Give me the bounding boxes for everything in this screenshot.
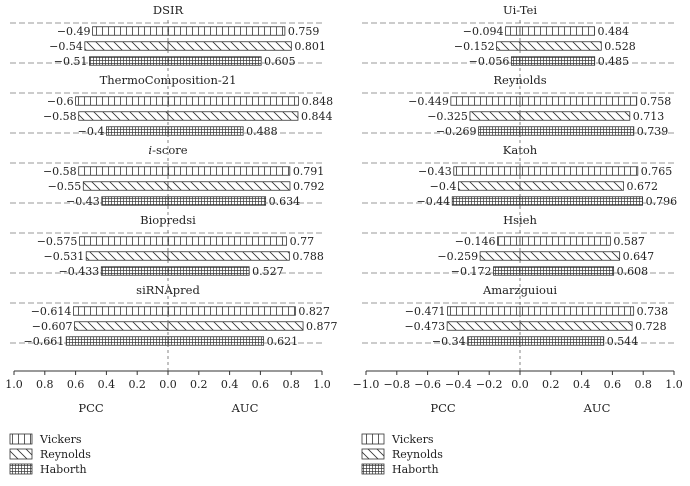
data-label-pcc: −0.269 bbox=[435, 125, 477, 138]
group-title: Katoh bbox=[502, 143, 538, 157]
x-tick-label: 1.0 bbox=[5, 378, 23, 391]
bar-auc-haborth bbox=[520, 57, 595, 66]
bar-pcc-vickers bbox=[454, 167, 520, 176]
data-label-auc: 0.672 bbox=[626, 180, 658, 193]
group-title: Biopredsi bbox=[140, 213, 196, 227]
bar-pcc-haborth bbox=[452, 197, 520, 206]
data-label-pcc: −0.51 bbox=[53, 55, 88, 68]
bar-auc-reynolds bbox=[520, 252, 620, 261]
group-title: Amarzguioui bbox=[482, 283, 558, 297]
legend-label-haborth: Haborth bbox=[392, 463, 439, 476]
data-label-auc: 0.484 bbox=[597, 25, 630, 38]
data-label-pcc: −0.473 bbox=[404, 320, 446, 333]
bar-pcc-vickers bbox=[447, 307, 520, 316]
bar-pcc-reynolds bbox=[79, 112, 168, 121]
bar-pcc-reynolds bbox=[83, 182, 168, 191]
x-tick-label: 0.4 bbox=[572, 378, 591, 391]
bar-auc-haborth bbox=[168, 57, 261, 66]
data-label-auc: 0.621 bbox=[266, 335, 299, 348]
bar-auc-vickers bbox=[520, 27, 595, 36]
data-label-pcc: −0.4 bbox=[429, 180, 457, 193]
data-label-pcc: −0.146 bbox=[454, 235, 496, 248]
legend-label-vickers: Vickers bbox=[392, 433, 434, 446]
data-label-auc: 0.647 bbox=[622, 250, 655, 263]
bar-auc-vickers bbox=[168, 307, 295, 316]
bar-pcc-haborth bbox=[89, 57, 168, 66]
data-label-pcc: −0.325 bbox=[427, 110, 468, 123]
bar-pcc-vickers bbox=[79, 167, 168, 176]
x-tick-label: 0.2 bbox=[542, 378, 560, 391]
bar-pcc-haborth bbox=[511, 57, 520, 66]
bar-auc-vickers bbox=[168, 97, 299, 106]
data-label-auc: 0.634 bbox=[268, 195, 301, 208]
legend-swatch-reynolds bbox=[362, 449, 384, 459]
bar-auc-vickers bbox=[168, 27, 285, 36]
bar-auc-vickers bbox=[520, 167, 638, 176]
data-label-pcc: −0.172 bbox=[450, 265, 492, 278]
x-tick-label: 0.0 bbox=[511, 378, 529, 391]
data-label-auc: 0.544 bbox=[606, 335, 639, 348]
bar-pcc-reynolds bbox=[75, 322, 168, 331]
bar-auc-reynolds bbox=[168, 42, 291, 51]
bar-pcc-haborth bbox=[494, 267, 520, 276]
bar-auc-vickers bbox=[168, 167, 290, 176]
bar-auc-haborth bbox=[520, 197, 643, 206]
bar-auc-vickers bbox=[520, 307, 634, 316]
data-label-pcc: −0.58 bbox=[42, 165, 77, 178]
x-tick-label: 1.0 bbox=[313, 378, 331, 391]
bar-auc-reynolds bbox=[168, 112, 298, 121]
x-axis-label-pcc: PCC bbox=[78, 401, 104, 415]
data-label-auc: 0.801 bbox=[294, 40, 326, 53]
data-label-auc: 0.796 bbox=[645, 195, 678, 208]
bar-pcc-reynolds bbox=[458, 182, 520, 191]
x-tick-label: −0.8 bbox=[383, 378, 411, 391]
data-label-pcc: −0.55 bbox=[47, 180, 82, 193]
x-tick-label: 0.8 bbox=[282, 378, 300, 391]
data-label-pcc: −0.44 bbox=[416, 195, 451, 208]
bar-auc-haborth bbox=[168, 127, 243, 136]
group-title: Ui-Tei bbox=[502, 3, 538, 17]
data-label-pcc: −0.4 bbox=[77, 125, 105, 138]
legend-swatch-vickers bbox=[10, 434, 32, 444]
bar-auc-reynolds bbox=[168, 182, 290, 191]
group-title: ThermoComposition-21 bbox=[99, 73, 237, 87]
x-tick-label: −0.2 bbox=[475, 378, 503, 391]
bar-auc-vickers bbox=[168, 237, 287, 246]
data-label-auc: 0.527 bbox=[252, 265, 284, 278]
bar-pcc-haborth bbox=[468, 337, 520, 346]
bar-auc-haborth bbox=[168, 267, 249, 276]
bar-pcc-vickers bbox=[79, 237, 168, 246]
data-label-pcc: −0.54 bbox=[49, 40, 83, 53]
data-label-pcc: −0.661 bbox=[23, 335, 65, 348]
data-label-pcc: −0.607 bbox=[31, 320, 73, 333]
data-label-auc: 0.758 bbox=[639, 95, 672, 108]
x-tick-label: 0.8 bbox=[36, 378, 54, 391]
x-tick-label: 0.4 bbox=[220, 378, 239, 391]
data-label-pcc: −0.43 bbox=[418, 165, 452, 178]
data-label-pcc: −0.58 bbox=[42, 110, 77, 123]
data-label-pcc: −0.259 bbox=[437, 250, 479, 263]
legend-label-reynolds: Reynolds bbox=[40, 448, 91, 461]
bar-pcc-haborth bbox=[101, 267, 168, 276]
data-label-auc: 0.738 bbox=[636, 305, 669, 318]
x-tick-label: −0.4 bbox=[445, 378, 472, 391]
bar-auc-haborth bbox=[168, 337, 264, 346]
data-label-auc: 0.739 bbox=[636, 125, 669, 138]
bar-auc-vickers bbox=[520, 237, 610, 246]
x-axis-label-auc: AUC bbox=[583, 401, 611, 415]
bar-auc-haborth bbox=[520, 267, 614, 276]
legend-label-vickers: Vickers bbox=[40, 433, 82, 446]
bar-pcc-haborth bbox=[479, 127, 520, 136]
data-label-auc: 0.608 bbox=[616, 265, 649, 278]
legend-swatch-haborth bbox=[362, 464, 384, 474]
x-tick-label: 0.2 bbox=[128, 378, 146, 391]
x-tick-label: −0.6 bbox=[414, 378, 441, 391]
data-label-auc: 0.788 bbox=[292, 250, 324, 263]
data-label-auc: 0.713 bbox=[632, 110, 665, 123]
legend-label-haborth: Haborth bbox=[40, 463, 87, 476]
data-label-pcc: −0.34 bbox=[431, 335, 466, 348]
data-label-pcc: −0.471 bbox=[404, 305, 446, 318]
bar-auc-haborth bbox=[520, 127, 634, 136]
legend-label-reynolds: Reynolds bbox=[392, 448, 443, 461]
legend-swatch-reynolds bbox=[10, 449, 32, 459]
group-title: siRNApred bbox=[136, 283, 200, 297]
data-label-pcc: −0.531 bbox=[43, 250, 85, 263]
bar-pcc-vickers bbox=[451, 97, 520, 106]
x-tick-label: 0.6 bbox=[66, 378, 85, 391]
x-tick-label: 0.4 bbox=[97, 378, 116, 391]
x-axis-label-auc: AUC bbox=[231, 401, 259, 415]
x-axis-label-pcc: PCC bbox=[430, 401, 456, 415]
bar-pcc-reynolds bbox=[86, 252, 168, 261]
data-label-pcc: −0.094 bbox=[462, 25, 504, 38]
bar-auc-reynolds bbox=[520, 112, 630, 121]
data-label-auc: 0.528 bbox=[604, 40, 636, 53]
group-title: i-score bbox=[148, 143, 188, 157]
data-label-auc: 0.728 bbox=[635, 320, 667, 333]
bar-pcc-reynolds bbox=[447, 322, 520, 331]
x-tick-label: 1.0 bbox=[665, 378, 683, 391]
data-label-auc: 0.765 bbox=[640, 165, 673, 178]
data-label-auc: 0.759 bbox=[287, 25, 320, 38]
bar-pcc-haborth bbox=[102, 197, 168, 206]
bar-pcc-haborth bbox=[66, 337, 168, 346]
data-label-pcc: −0.433 bbox=[58, 265, 100, 278]
bar-auc-reynolds bbox=[520, 42, 601, 51]
bar-pcc-reynolds bbox=[85, 42, 168, 51]
data-label-auc: 0.844 bbox=[300, 110, 333, 123]
data-label-auc: 0.485 bbox=[597, 55, 630, 68]
data-label-pcc: −0.449 bbox=[408, 95, 449, 108]
x-tick-label: 0.6 bbox=[251, 378, 270, 391]
data-label-auc: 0.877 bbox=[306, 320, 338, 333]
bar-pcc-vickers bbox=[73, 307, 168, 316]
bar-pcc-reynolds bbox=[470, 112, 520, 121]
bar-auc-vickers bbox=[520, 97, 637, 106]
data-label-auc: 0.848 bbox=[301, 95, 334, 108]
data-label-auc: 0.77 bbox=[289, 235, 315, 248]
data-label-auc: 0.587 bbox=[613, 235, 645, 248]
bar-pcc-vickers bbox=[93, 27, 168, 36]
x-tick-label: 0.6 bbox=[603, 378, 622, 391]
bar-auc-reynolds bbox=[168, 252, 289, 261]
data-label-auc: 0.488 bbox=[246, 125, 278, 138]
x-tick-label: 0.8 bbox=[634, 378, 652, 391]
bar-auc-haborth bbox=[520, 337, 604, 346]
bar-auc-haborth bbox=[168, 197, 266, 206]
group-title: Hsieh bbox=[503, 213, 537, 227]
bar-pcc-vickers bbox=[506, 27, 520, 36]
group-title: Reynolds bbox=[493, 73, 547, 87]
data-label-pcc: −0.6 bbox=[46, 95, 74, 108]
data-label-auc: 0.605 bbox=[264, 55, 296, 68]
data-label-pcc: −0.056 bbox=[468, 55, 510, 68]
bar-pcc-vickers bbox=[498, 237, 520, 246]
x-tick-label: 0.2 bbox=[190, 378, 208, 391]
bar-pcc-reynolds bbox=[480, 252, 520, 261]
data-label-pcc: −0.152 bbox=[453, 40, 495, 53]
bar-pcc-reynolds bbox=[497, 42, 520, 51]
x-tick-label: 0.0 bbox=[159, 378, 177, 391]
data-label-pcc: −0.49 bbox=[56, 25, 91, 38]
x-tick-label: −1.0 bbox=[352, 378, 380, 391]
data-label-pcc: −0.614 bbox=[30, 305, 72, 318]
legend-swatch-vickers bbox=[362, 434, 384, 444]
bar-auc-reynolds bbox=[520, 182, 623, 191]
data-label-auc: 0.827 bbox=[298, 305, 330, 318]
data-label-pcc: −0.43 bbox=[66, 195, 100, 208]
bar-pcc-haborth bbox=[106, 127, 168, 136]
bar-auc-reynolds bbox=[168, 322, 303, 331]
legend-swatch-haborth bbox=[10, 464, 32, 474]
bar-auc-reynolds bbox=[520, 322, 632, 331]
data-label-pcc: −0.575 bbox=[36, 235, 78, 248]
bar-pcc-vickers bbox=[76, 97, 168, 106]
group-title: DSIR bbox=[152, 3, 184, 17]
data-label-auc: 0.792 bbox=[292, 180, 325, 193]
data-label-auc: 0.791 bbox=[292, 165, 325, 178]
